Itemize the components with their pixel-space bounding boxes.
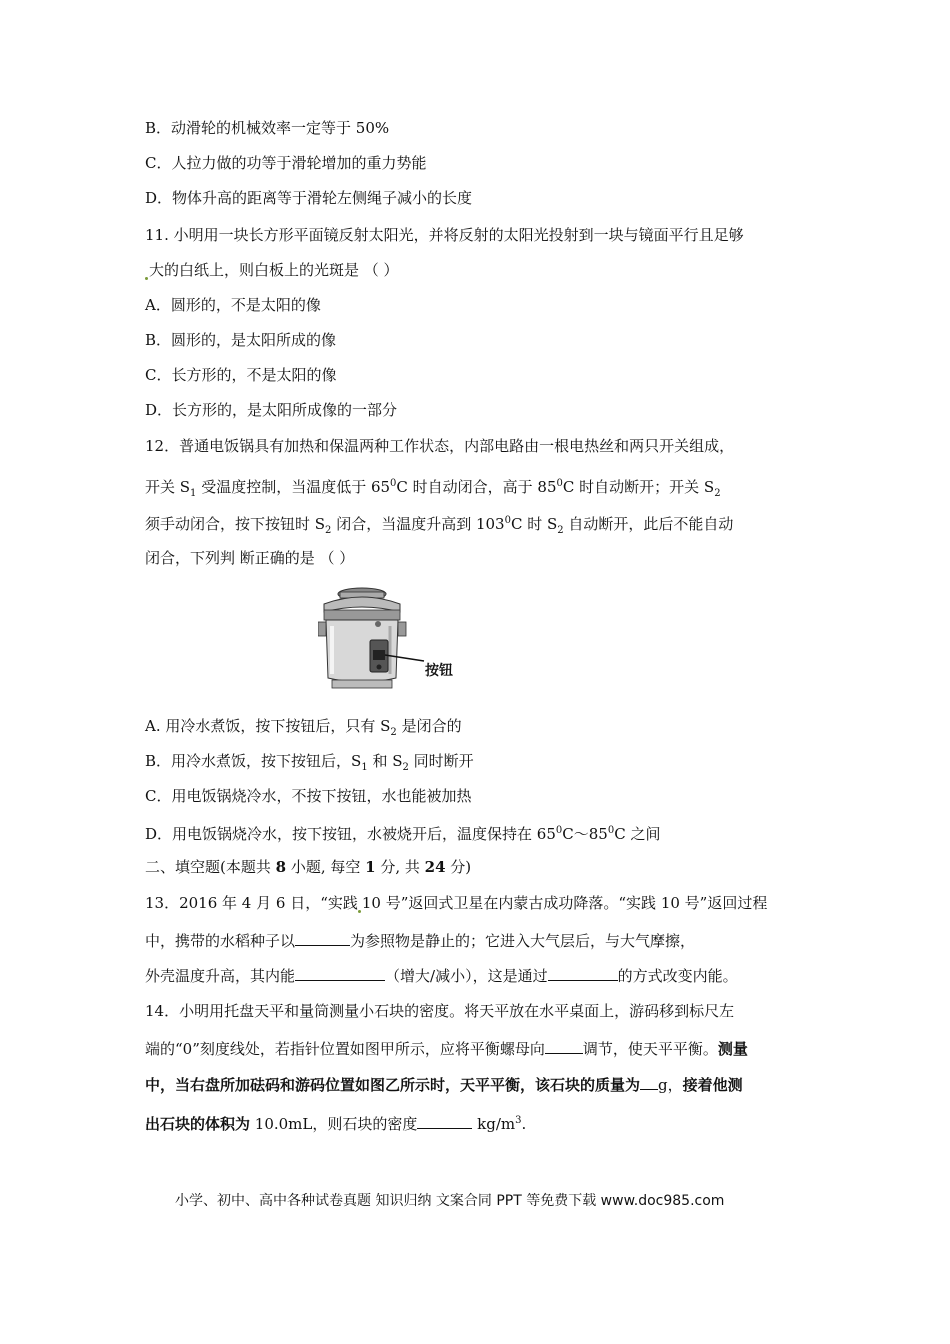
q11-stem-line1: 11. 小明用一块长方形平面镜反射太阳光，并将反射的太阳光投射到一块与镜面平行且足够 (145, 226, 744, 244)
section-2-heading: 二、填空题(本题共 8 小题, 每空 1 分, 共 24 分) (145, 858, 472, 876)
q12-option-a: A. 用冷水煮饭，按下按钮后，只有 $S_2$ 是闭合的 (145, 717, 462, 738)
q10-option-d: D．物体升高的距离等于滑轮左侧绳子减小的长度 (145, 189, 473, 207)
q14-line3: 中，当右盘所加砝码和游码位置如图乙所示时，天平平衡，该石块的质量为 g，接着他测 (145, 1076, 743, 1094)
answer-blank[interactable] (417, 1114, 472, 1129)
dot-mark (145, 277, 148, 280)
q10-option-c: C．人拉力做的功等于滑轮增加的重力势能 (145, 154, 427, 172)
q11-option-d: D．长方形的，是太阳所成像的一部分 (145, 401, 398, 419)
q13-line1: 13．2016 年 4 月 6 日，“实践 10 号”返回式卫星在内蒙古成功降落。“实践 10 号”返回过程 (145, 894, 768, 912)
answer-blank[interactable] (295, 966, 385, 981)
q13-line2: 中，携带的水稻种子以 为参照物是静止的；它进入大气层后，与大气摩擦， (145, 932, 696, 950)
answer-blank[interactable] (548, 966, 618, 981)
button-label: 按钮 (425, 663, 453, 679)
q14-line4: 出石块的体积为 10.0mL，则石块的密度 $kg/m^3$. (145, 1115, 527, 1133)
answer-blank[interactable] (295, 931, 350, 946)
q10-option-b: B．动滑轮的机械效率一定等于 50% (145, 119, 390, 137)
answer-blank[interactable] (545, 1039, 583, 1054)
q14-line2: 端的“0”刻度线处，若指针位置如图甲所示，应将平衡螺母向 调节，使天平平衡。测量 (145, 1040, 748, 1058)
q11-option-a: A．圆形的，不是太阳的像 (145, 296, 321, 314)
q11-stem-line2 (145, 260, 399, 280)
q14-line1: 14．小明用托盘天平和量筒测量小石块的密度。将天平放在水平桌面上，游码移到标尺左 (145, 1002, 735, 1020)
dot-mark (358, 910, 361, 913)
q12-stem-line2: 开关 $S_1$ 受温度控制，当温度低于 $65^0C$ 时自动闭合，高于 $85^0C$ 时自动断开；开关 $S_2$ (145, 478, 721, 499)
q12-stem-line3: 须手动闭合，按下按钮时 $S_2$ 闭合，当温度升高到 $103^0C$ 时 $S_2$ 自动断开，此后不能自动 (145, 515, 734, 536)
q12-stem-line1: 12．普通电饭锅具有加热和保温两种工作状态，内部电路由一根电热丝和两只开关组成， (145, 437, 735, 455)
q13-line3: 外壳温度升高，其内能 （增大/减小），这是通过 的方式改变内能。 (145, 967, 738, 985)
q12-option-d: D．用电饭锅烧冷水，按下按钮，水被烧开后，温度保持在 $65^0C\sim 85^0C$ 之间 (145, 825, 661, 843)
rice-cooker-figure (318, 582, 468, 692)
page-footer: 小学、初中、高中各种试卷真题 知识归纳 文案合同 PPT 等免费下载 www.doc985.com (175, 1193, 725, 1209)
q12-option-b: B．用冷水煮饭，按下按钮后，$S_1$ 和 $S_2$ 同时断开 (145, 752, 474, 773)
q11-option-c: C．长方形的，不是太阳的像 (145, 366, 337, 384)
q12-option-c: C．用电饭锅烧冷水，不按下按钮，水也能被加热 (145, 787, 472, 805)
q11-stem-line2-text: 大的白纸上，则白板上的光斑是 （ ） (149, 261, 399, 279)
q11-option-b: B．圆形的，是太阳所成的像 (145, 331, 337, 349)
answer-blank[interactable] (640, 1075, 658, 1090)
q12-stem-line4: 闭合，下列判 断正确的是 （ ） (145, 549, 355, 567)
